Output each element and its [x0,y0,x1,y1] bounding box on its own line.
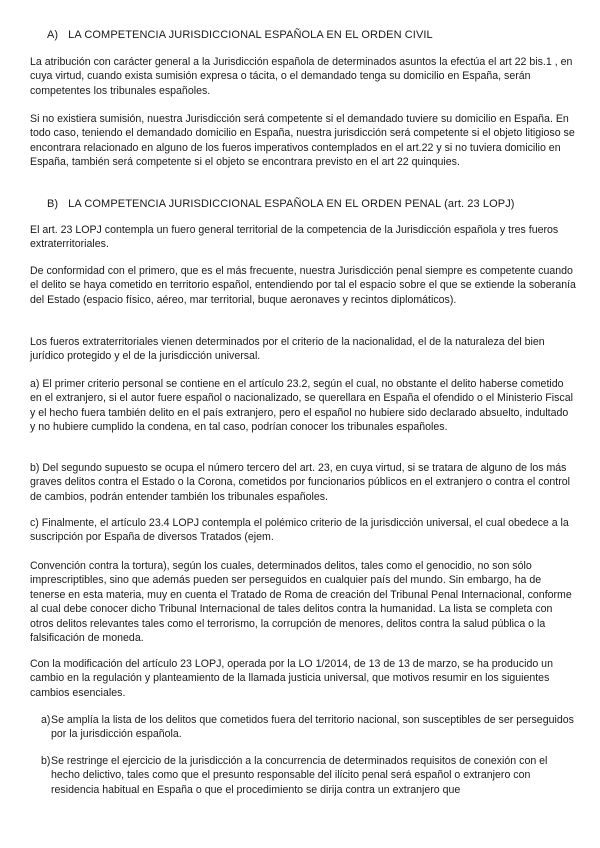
paragraph: c) Finalmente, el artículo 23.4 LOPJ contempla el polémico criterio de la jurisdicción universal, el cual obedece a la suscripción por España de diversos Tratados (ejem. [30,517,569,544]
list-item-marker: a) [41,714,51,726]
paragraph: b) Del segundo supuesto se ocupa el número tercero del art. 23, en cuya virtud, si se tratara de alguno de los más graves delitos contra el Estado o la Corona, cometidos por funcionarios públicos en el extranjero o contra el control de cambios, podrán entender también los tribunales españoles. [30,462,570,503]
section-b-heading [47,197,580,211]
section-a-marker: A) [47,29,59,41]
paragraph: De conformidad con el primero, que es el más frecuente, nuestra Jurisdicción penal siempre es competente cuando el delito se haya cometido en territorio español, entendiendo por tal el espacio sobre el que se extiende la soberanía del Estado (espacio físico, aéreo, mar territorial, buque aeronaves y recintos diplomáticos). [30,265,576,306]
paragraph: Los fueros extraterritoriales vienen determinados por el criterio de la nacionalidad, el de la naturaleza del bien jurídico protegido y el de la jurisdicción universal. [30,336,545,363]
list-item-marker: b) [41,755,51,767]
section-a-title: LA COMPETENCIA JURISDICCIONAL ESPAÑOLA EN EL ORDEN CIVIL [68,29,433,41]
paragraph: Si no existiera sumisión, nuestra Jurisdicción será competente si el demandado tuviere su domicilio en España. En todo caso, teniendo el demandado domicilio en España, nuestra jurisdicción será competente si el objeto litigioso se encontrara relacionado en alguno de los fueros imperativos contemplados en el art.22 y si no tuviera domicilio en España, también será competente si el objeto se encontrara previsto en el art 22 quinquies. [30,113,575,169]
paragraph: Con la modificación del artículo 23 LOPJ, operada por la LO 1/2014, de 13 de 13 de marzo, se ha producido un cambio en la regulación y planteamiento de la llamada justicia universal, que motivos resumir en los siguientes cambios esenciales. [30,658,553,699]
list-item [41,713,576,742]
paragraph: La atribución con carácter general a la Jurisdicción española de determinados asuntos la efectúa el art 22 bis.1 , en cuya virtud, cuando exista sumisión expresa o tácita, o el demandado tenga su domicilio en España, serán competentes los tribunales españoles. [30,56,573,97]
section-b-marker: B) [47,198,59,210]
paragraph: Convención contra la tortura), según los cuales, determinados delitos, tales como el genocidio, no son sólo imprescriptibles, sino que además pueden ser perseguidos en cualquier país del mundo. Sin embargo, ha de tenerse en esta materia, muy en cuenta el Tratado de Roma de creación del Tribunal Penal Internacional, conforme al cual debe conocer dicho Tribunal Internacional de tales delitos contra la humanidad. La lista se completa con otros delitos relevantes tales como el terrorismo, la corrupción de menores, delitos contra la salud pública o la falsificación de moneda. [30,560,572,645]
paragraph: a) El primer criterio personal se contiene en el artículo 23.2, según el cual, no obstante el delito haberse cometido en el extranjero, si el autor fuere español o nacionalizado, se querellara en España el ofendido o el Ministerio Fiscal y el hecho fuera también delito en el país extranjero, pero el español no hubiere sido declarado absuelto, indultado y no hubiere cumplido la condena, en tal caso, podrían conocer los tribunales españoles. [30,378,573,434]
paragraph: El art. 23 LOPJ contempla un fuero general territorial de la competencia de la Jurisdicción española y tres fueros extraterritoriales. [30,224,559,251]
list-item-text: Se restringe el ejercicio de la jurisdicción a la concurrencia de determinados requisitos de conexión con el hecho delictivo, tales como que el presunto responsable del ilícito penal será español o extranjero con residencia habitual en España o que el procedimiento se dirija contra un extranjero que [51,755,548,796]
list-item-text: Se amplía la lista de los delitos que cometidos fuera del territorio nacional, son susceptibles de ser perseguidos por la jurisdicción española. [51,714,574,741]
section-b-title: LA COMPETENCIA JURISDICCIONAL ESPAÑOLA EN EL ORDEN PENAL (art. 23 LOPJ) [68,198,515,210]
list-item [41,754,576,797]
section-a-heading [47,28,580,42]
